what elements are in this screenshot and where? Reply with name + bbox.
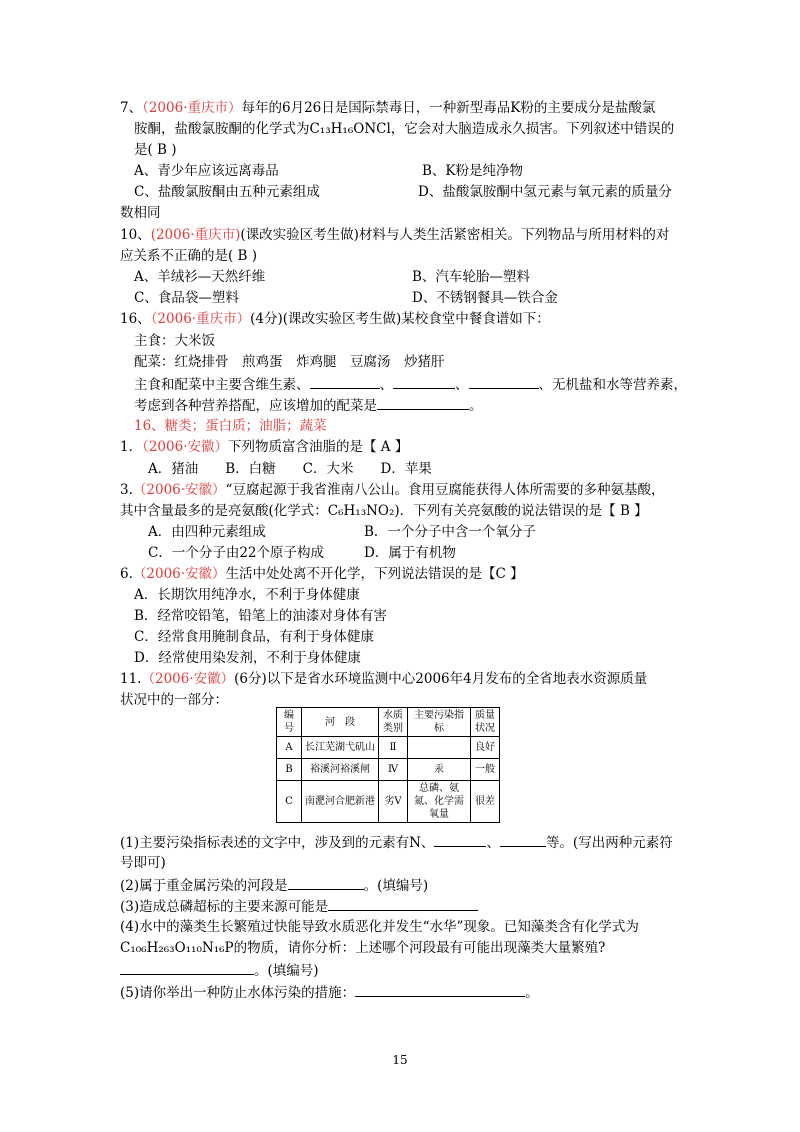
cell: Ⅱ [379,737,408,759]
cell: 一般 [471,759,500,781]
q7-line3: 是( B ) [134,142,177,158]
q7-option-d: D、盐酸氯胺酮中氢元素与氧元素的质量分 [418,184,672,200]
q10-line1: 10、(2006·重庆市)(课改实验区考生做)材料与人类生活紧密相关。下列物品与所用材料的对 [120,227,670,243]
source-tag: （2006·安徽） [132,566,226,582]
ah11-sub4-line1: (4)水中的藻类生长繁殖过快能导致水质恶化并发生“水华”现象。已知藻类含有化学式为 [120,919,639,935]
ah11-line2: 状况中的一部分： [120,692,228,708]
ah6-option-b: B．经常咬铅笔，铅笔上的油漆对身体有害 [134,608,387,624]
source-tag: （2006·安徽） [141,671,235,687]
th-pollutant: 主要污染指标 [408,708,471,737]
q16-line1: 16、（2006·重庆市）(4分)(课改实验区考生做)某校食堂中餐食谱如下： [120,311,550,327]
table-header-row [277,708,500,737]
ah11-sub2: (2)属于重金属污染的河段是 。(填编号) [120,875,428,896]
q10-line2: 应关系不正确的是( B ) [120,248,258,264]
source-tag: (2006·重庆市) [150,227,241,243]
cell [408,737,471,759]
q7-option-c: C、盐酸氯胺酮由五种元素组成 [134,184,320,200]
ah11-sub4-line2: C₁₀₆H₂₆₃O₁₁₀N₁₆P的物质，请你分析：上述哪个河段最有可能出现藻类大量繁殖? [120,940,606,956]
q10-option-d: D、不锈钢餐具—铁合金 [412,290,558,306]
source-tag: （2006·安徽） [142,439,228,455]
q7-line2: 胺酮，盐酸氯胺酮的化学式为C₁₃H₁₆ONCl，它会对大脑造成永久损害。下列叙述中错误的 [134,121,675,137]
cell: 很差 [471,781,500,823]
cell: 汞 [408,759,471,781]
source-tag: （2006·重庆市） [150,311,251,327]
cell: 劣Ⅴ [379,781,408,823]
ah11-sub1: (1)主要污染指标表述的文字中，涉及到的元素有N、 、 等。(写出两种元素符 [120,832,673,853]
table-row [277,737,500,759]
ah3-line1: 3.（2006·安徽）“豆腐起源于我省淮南八公山。食用豆腐能获得人体所需要的多种氨基酸， [120,482,665,498]
ah3-option-b: B．一个分子中含一个氧分子 [364,524,536,540]
q7-option-a: A、青少年应该远离毒品 [134,163,279,179]
q16-line5: 考虑到各种营养搭配，应该增加的配菜是 。 [134,395,483,416]
cell: 长江芜湖弋矶山 [302,737,379,759]
cell: C [277,781,302,823]
table-row [277,781,500,823]
cell: B [277,759,302,781]
source-tag: （2006·安徽） [132,482,226,498]
ah6-line1: 6.（2006·安徽）生活中处处离不开化学，下列说法错误的是【C 】 [120,566,524,582]
water-quality-table [276,707,500,823]
q16-staple: 主食：大米饭 [134,333,215,349]
ah11-line1: 11.（2006·安徽）(6分)以下是省水环境监测中心2006年4月发布的全省地表水资源质量 [120,671,648,687]
th-id: 编号 [277,708,302,737]
ah3-option-d: D．属于有机物 [364,545,456,561]
cell: Ⅳ [379,759,408,781]
ah11-sub1-cont: 号即可) [120,855,166,871]
q7-option-d-cont: 数相同 [120,205,161,221]
q16-side: 配菜：红烧排骨 煎鸡蛋 炸鸡腿 豆腐汤 炒猪肝 [134,354,445,370]
table-row [277,759,500,781]
ah3-option-a: A．由四种元素组成 [148,524,266,540]
th-section: 河 段 [302,708,379,737]
ah3-line2: 其中含量最多的是亮氨酸(化学式：C₆H₁₃NO₂)．下列有关亮氨酸的说法错误的是【 B 】 [120,503,648,519]
ah3-option-c: C．一个分子由22个原子构成 [148,545,325,561]
th-class: 水质类别 [379,708,408,737]
q16-line4: 主食和配菜中主要含维生素、 、 、 、无机盐和水等营养素， [134,374,687,395]
page-number: 15 [392,1053,408,1067]
ah6-option-c: C．经常食用腌制食品，有利于身体健康 [134,629,374,645]
th-status: 质量状况 [471,708,500,737]
source-tag: （2006·重庆市） [142,100,242,116]
cell: 总磷、氨氮、化学需氧量 [408,781,471,823]
ah6-option-a: A．长期饮用纯净水，不利于身体健康 [134,587,360,603]
q7-option-b: B、K粉是纯净物 [422,163,524,179]
ah11-sub3: (3)造成总磷超标的主要来源可能是 [120,896,478,917]
q10-option-a: A、羊绒衫—天然纤维 [134,269,266,285]
ah6-option-d: D．经常使用染发剂，不利于身体健康 [134,650,361,666]
q7-line1: 7、（2006·重庆市）每年的6月26日是国际禁毒日，一种新型毒品K粉的主要成分是盐酸氯 [120,100,656,116]
cell: A [277,737,302,759]
q10-option-b: B、汽车轮胎—塑料 [412,269,530,285]
ah1-line1: 1．（2006·安徽）下列物质富含油脂的是【 A 】 [120,439,409,455]
cell: 良好 [471,737,500,759]
ah11-sub5: (5)请你举出一种防止水体污染的措施： 。 [120,982,539,1003]
q10-option-c: C、食品袋—塑料 [134,290,239,306]
cell: 裕溪河裕溪闸 [302,759,379,781]
ah11-sub4-line3: 。(填编号) [120,960,319,981]
q16-answer: 16、糖类；蛋白质；油脂；蔬菜 [134,418,327,434]
ah1-options: A．猪油 B．白糖 C．大米 D．苹果 [148,461,432,477]
cell: 南淝河合肥新港 [302,781,379,823]
